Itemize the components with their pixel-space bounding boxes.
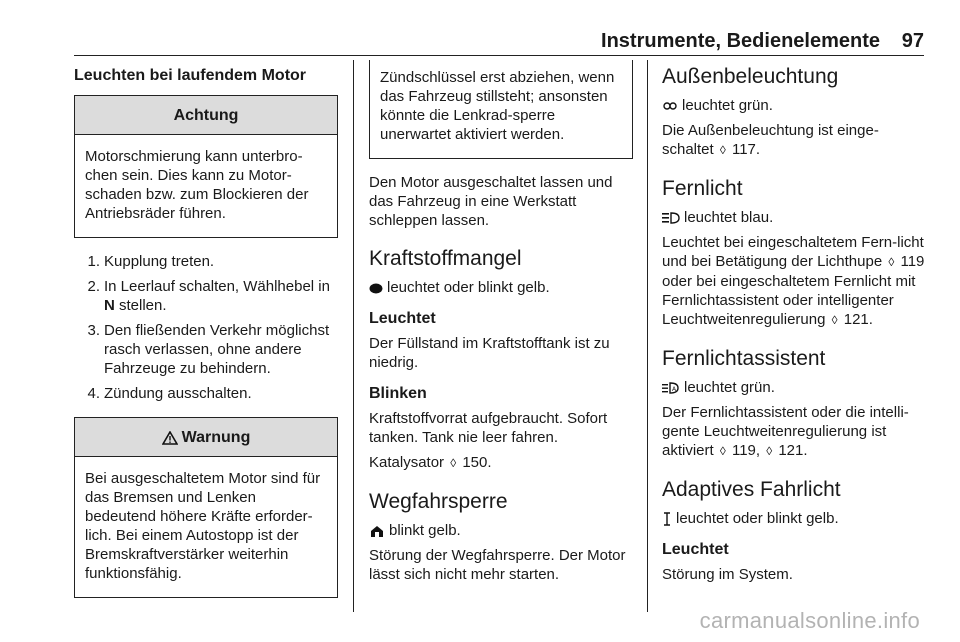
watermark: carmanualsonline.info [699,608,920,633]
list-item: 4. Zündung ausschalten. [87,385,252,402]
page-ref-icon: ◊ [766,444,773,458]
page-number: 97 [901,30,924,52]
assist-title: Fernlichtassistent [662,347,826,370]
fuel-status: leuchtet oder blinkt gelb. [369,278,633,297]
tow-text: Den Motor ausgeschaltet lassen und das Fahrzeug in eine Werkstatt schleppen lassen. [369,174,613,229]
header-rule [74,55,924,56]
afl-title: Adaptives Fahrlicht [662,478,841,501]
fuel-indicator-icon [369,283,383,294]
high-beam-assist-icon [662,382,680,394]
fuel-blink-text: Kraftstoffvorrat aufgebraucht. Sofort tanken. Tank nie leer fahren. [369,410,608,446]
warning-box [74,417,338,598]
svg-text:A: A [672,386,677,394]
immobiliser-status: blinkt gelb. [369,521,633,540]
page-ref-icon: ◊ [719,444,726,458]
column-3 [662,62,926,590]
warning-triangle-icon [162,431,178,445]
continued-warning-box [369,60,633,159]
page-ref-icon: ◊ [450,456,457,470]
list-item: 3. Den fließenden Verkehr möglichst rasch verlassen, ohne andere Fahrzeuge zu behindern. [87,322,330,377]
fuel-title: Kraftstoffmangel [369,247,522,270]
page-ref-icon: ◊ [719,143,726,157]
high-beam-icon [662,212,680,224]
exterior-lights-icon [662,100,678,112]
column-divider-1 [353,60,354,612]
assist-status: A leuchtet grün. [662,378,926,397]
highbeam-status: leuchtet blau. [662,208,926,227]
column-divider-2 [647,60,648,612]
fuel-lit-heading: Leuchtet [369,310,436,327]
steps-list [74,252,338,403]
warning-title: Warnung [75,418,337,457]
page-header-title: Instrumente, Bedienelemente [601,30,880,52]
highbeam-text: Leuchtet bei eingeschaltetem Fern-licht und bei Betätigung der Lichthupe ◊ 119 oder bei eingeschaltetem Fernlicht mit Fernlichtassistent oder intelligenter Leuchtweitenregulierung ◊ 121. [662,234,925,328]
highbeam-title: Fernlicht [662,177,743,200]
fuel-lit-text: Der Füllstand im Kraftstofftank ist zu niedrig. [369,335,610,371]
fuel-blink-heading: Blinken [369,385,427,402]
immobiliser-icon [369,525,385,538]
list-item: 2. In Leerlauf schalten, Wählhebel in N stellen. [87,278,330,314]
column-2 [369,62,633,590]
adaptive-light-icon [662,512,672,526]
page-ref-icon: ◊ [831,313,838,327]
afl-lit-heading: Leuchtet [662,541,729,558]
exterior-title: Außenbeleuchtung [662,65,839,88]
column-1 [74,62,338,612]
page-ref-icon: ◊ [888,255,895,269]
immobiliser-text: Störung der Wegfahrsperre. Der Motor lässt sich nicht mehr starten. [369,547,626,583]
afl-lit-text: Störung im System. [662,566,793,583]
continued-warning-text: Zündschlüssel erst abziehen, wenn das Fahrzeug stillsteht; ansonsten könnte die Lenkrad-sperre unerwartet aktiviert werden. [380,69,615,143]
warning-text: Bei ausgeschaltetem Motor sind für das Bremsen und Lenken bedeutend höhere Kräfte erforder-lich. Bei einem Autostopp ist der Bremskraftverstärker weiterhin funktionsfähig. [85,470,321,582]
caution-title: Achtung [75,96,337,135]
section-title: Leuchten bei laufendem Motor [74,67,307,84]
catalyst-ref: Katalysator ◊ 150. [369,454,492,471]
afl-status: leuchtet oder blinkt gelb. [662,509,926,528]
list-item: 1. Kupplung treten. [87,253,215,270]
immobiliser-title: Wegfahrsperre [369,490,508,513]
exterior-status: leuchtet grün. [662,96,926,115]
exterior-text: Die Außenbeleuchtung ist einge-schaltet ◊ 117. [662,122,879,158]
assist-text: Der Fernlichtassistent oder die intelli-gente Leuchtweitenregulierung ist aktiviert ◊ 119, ◊ 121. [662,404,909,459]
caution-text: Motorschmierung kann unterbro-chen sein. Dies kann zu Motor-schaden bzw. zum Blockieren der Antriebsräder führen. [85,148,309,222]
caution-box [74,95,338,238]
